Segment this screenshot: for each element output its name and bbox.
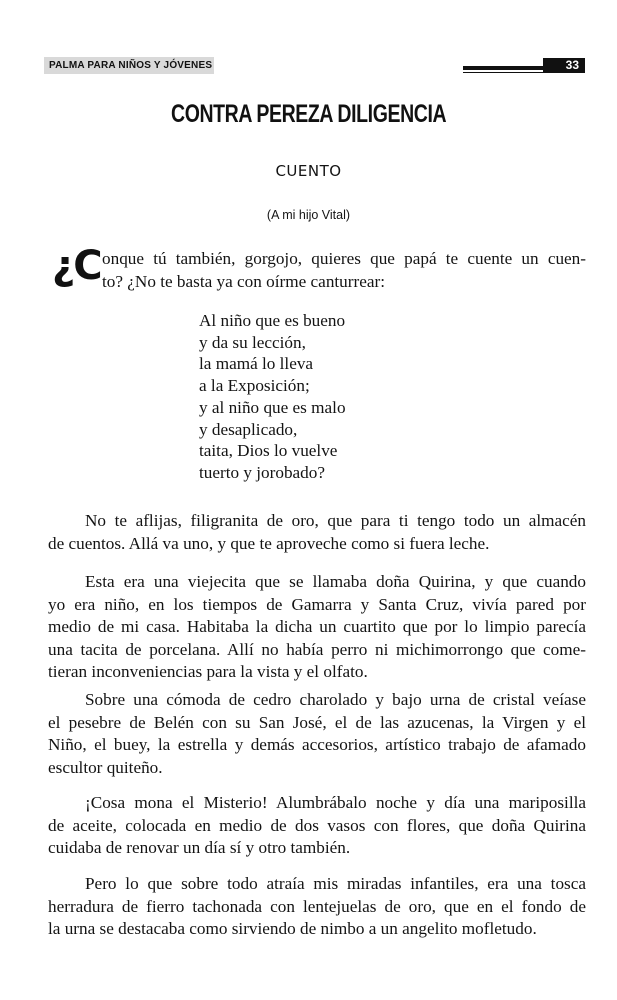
drop-cap: ¿C xyxy=(52,243,101,289)
dedication: (A mi hijo Vital) xyxy=(266,208,351,222)
verse-block xyxy=(199,310,346,484)
paragraph-line: yo era niño, en los tiempos de Gamarra y Santa Cruz, vivía pared por xyxy=(48,594,586,614)
paragraph-line: No te aflijas, filigranita de oro, que para ti tengo todo un almacén xyxy=(85,511,586,530)
paragraph-line: Sobre una cómoda de cedro charolado y bajo urna de cristal veíase xyxy=(85,690,586,709)
paragraph-line: de cuentos. Allá va uno, y que te aproveche como si fuera leche. xyxy=(48,533,490,553)
paragraph xyxy=(48,689,586,779)
header-rule xyxy=(463,66,543,70)
running-header xyxy=(44,57,214,74)
paragraph xyxy=(48,792,586,860)
paragraph-line: una tacita de porcelana. Allí no había perro ni michimorrongo que come- xyxy=(48,639,586,659)
paragraph-line: herradura de fierro tachonada con lentejuelas de oro, que en el fondo de xyxy=(48,896,586,916)
paragraph xyxy=(48,873,586,941)
chapter-subtitle: CUENTO xyxy=(275,162,342,180)
paragraph xyxy=(48,571,586,684)
paragraph-line: escultor quiteño. xyxy=(48,757,163,777)
verse-line: tuerto y jorobado? xyxy=(199,462,326,482)
paragraph-line: Niño, el buey, la estrella y demás accesorios, artístico trabajo de afamado xyxy=(48,735,586,754)
verse-line: taita, Dios lo vuelve xyxy=(199,441,338,461)
verse-line: la mamá lo lleva xyxy=(199,354,314,374)
chapter-title: CONTRA PEREZA DILIGENCIA xyxy=(171,100,447,128)
verse-line: y desaplicado, xyxy=(199,419,298,439)
paragraph-line: Pero lo que sobre todo atraía mis miradas infantiles, era una tosca xyxy=(85,874,586,893)
paragraph-line: la urna se destacaba como sirviendo de nimbo a un angelito mofletudo. xyxy=(48,919,537,938)
paragraph-line: de aceite, colocada en medio de dos vasos con flores, que doña Quirina xyxy=(48,815,586,835)
paragraph-line: tieran inconveniencias para la vista y el olfato. xyxy=(48,662,368,681)
page-number: 33 xyxy=(565,58,579,72)
verse-line: a la Exposición; xyxy=(199,376,310,396)
paragraph-line: Esta era una viejecita que se llamaba doña Quirina, y que cuando xyxy=(85,572,586,591)
verse-line: y da su lección, xyxy=(199,332,306,352)
verse-line: Al niño que es bueno xyxy=(199,311,346,330)
paragraph-line: medio de mi casa. Habitaba la dicha un cuartito que por lo limpio parecía xyxy=(48,617,586,636)
paragraph-line: el pesebre de Belén con su San José, el de las azucenas, la Virgen y el xyxy=(48,712,586,732)
opening-line: to? ¿No te basta ya con oírme canturrear: xyxy=(102,271,385,291)
verse-line: y al niño que es malo xyxy=(199,397,346,417)
opening-paragraph xyxy=(102,248,586,293)
running-title: PALMA PARA NIÑOS Y JÓVENES xyxy=(49,60,213,71)
paragraph xyxy=(48,510,586,555)
paragraph-line: cuidaba de renovar un día sí y otro también. xyxy=(48,838,351,857)
paragraph-line: ¡Cosa mona el Misterio! Alumbrábalo noche y día una mariposilla xyxy=(85,793,586,812)
opening-line: onque tú también, gorgojo, quieres que papá te cuente un cuen- xyxy=(102,249,586,268)
page-number-box xyxy=(543,58,585,73)
header-rule-thin xyxy=(463,72,543,73)
